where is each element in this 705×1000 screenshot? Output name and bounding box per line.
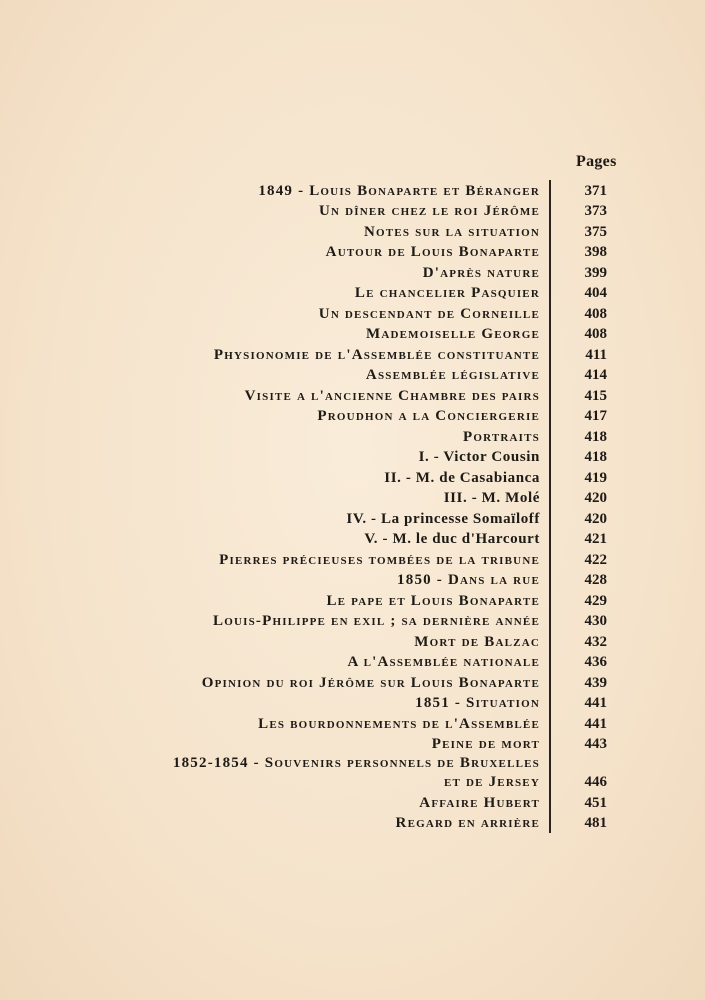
toc-entry bbox=[150, 221, 620, 242]
entry-title: D'après nature bbox=[422, 264, 540, 281]
entry-page: 418 bbox=[584, 428, 607, 445]
entry-title bbox=[150, 754, 549, 792]
entry-title: Affaire Hubert bbox=[419, 794, 540, 811]
entry-page: 373 bbox=[584, 203, 607, 219]
entry-page: 411 bbox=[585, 346, 607, 363]
entry-page: 451 bbox=[584, 794, 607, 811]
entry-title: Louis-Philippe en exil ; sa dernière année bbox=[213, 613, 540, 629]
entry-page: 443 bbox=[584, 736, 607, 752]
toc-entry bbox=[150, 713, 620, 734]
toc-entry bbox=[150, 734, 620, 755]
toc-entry bbox=[150, 813, 620, 834]
toc-entry bbox=[150, 303, 620, 324]
entry-title: Notes sur la situation bbox=[363, 223, 540, 240]
entry-title: Assemblée législative bbox=[365, 367, 540, 383]
entry-title-text: I. - Victor Cousin bbox=[418, 449, 540, 465]
entry-page: 404 bbox=[584, 285, 607, 301]
entry-page: 375 bbox=[584, 223, 607, 240]
toc-entry bbox=[150, 344, 620, 365]
entry-title: Peine de mort bbox=[431, 736, 540, 752]
toc-entry bbox=[150, 447, 620, 468]
entry-title-text: III. - M. Molé bbox=[443, 490, 540, 506]
toc-entry bbox=[150, 529, 620, 550]
toc-entry bbox=[150, 693, 620, 714]
toc-entry bbox=[150, 631, 620, 652]
entry-page: 421 bbox=[584, 531, 607, 547]
entry-title: 1851 - Situation bbox=[415, 695, 540, 711]
entry-title: Visite a l'ancienne Chambre des pairs bbox=[244, 387, 540, 404]
toc-entry bbox=[150, 792, 620, 813]
entry-title-line-1: 1852-1854 - Souvenirs personnels de Bruxelles bbox=[172, 755, 540, 771]
entry-page: 429 bbox=[584, 592, 607, 609]
entry-title bbox=[150, 510, 549, 529]
entry-page: 415 bbox=[584, 387, 607, 404]
entry-title bbox=[150, 469, 549, 488]
entry-title: Pierres précieuses tombées de la tribune bbox=[219, 551, 540, 568]
toc-entry bbox=[150, 242, 620, 263]
entry-title-text: V. - M. le duc d'Harcourt bbox=[364, 531, 540, 547]
toc-entry bbox=[150, 611, 620, 632]
entry-title bbox=[150, 489, 549, 508]
entry-page: 419 bbox=[584, 469, 607, 486]
entry-page: 439 bbox=[584, 674, 607, 691]
entry-page: 414 bbox=[584, 367, 607, 383]
toc-entry bbox=[150, 262, 620, 283]
entry-page: 371 bbox=[584, 182, 607, 199]
toc-entry bbox=[150, 590, 620, 611]
entry-title-text: IV. - La princesse Somaïloff bbox=[346, 510, 540, 527]
table-of-contents bbox=[150, 180, 620, 833]
entry-page: 398 bbox=[584, 244, 607, 260]
entry-title: Autour de Louis Bonaparte bbox=[325, 244, 540, 260]
entry-title: Le pape et Louis Bonaparte bbox=[326, 592, 540, 609]
toc-entry bbox=[150, 754, 620, 792]
toc-entry bbox=[150, 549, 620, 570]
entry-title: Physionomie de l'Assemblée constituante bbox=[213, 346, 540, 363]
entry-title: 1850 - Dans la rue bbox=[397, 572, 540, 588]
entry-page: 436 bbox=[584, 654, 607, 670]
entry-title bbox=[150, 448, 549, 467]
toc-entry bbox=[150, 180, 620, 201]
entry-title: Portraits bbox=[462, 428, 540, 445]
entry-page: 432 bbox=[584, 633, 607, 650]
toc-entry bbox=[150, 467, 620, 488]
entry-title: A l'Assemblée nationale bbox=[347, 654, 540, 670]
entry-page: 399 bbox=[584, 264, 607, 281]
entry-title: Mort de Balzac bbox=[414, 633, 540, 650]
entry-page: 446 bbox=[584, 774, 607, 790]
entry-page: 441 bbox=[584, 715, 607, 732]
entry-page: 420 bbox=[584, 490, 607, 506]
toc-entry bbox=[150, 283, 620, 304]
entry-title: Un dîner chez le roi Jérôme bbox=[318, 203, 540, 219]
entry-title bbox=[150, 530, 549, 549]
pages-column-header: Pages bbox=[576, 153, 617, 170]
toc-entry bbox=[150, 201, 620, 222]
toc-entry bbox=[150, 324, 620, 345]
entry-page: 408 bbox=[584, 305, 607, 322]
toc-entry bbox=[150, 508, 620, 529]
entry-title: Le chancelier Pasquier bbox=[354, 285, 540, 301]
entry-title: Les bourdonnements de l'Assemblée bbox=[258, 715, 540, 732]
entry-page: 418 bbox=[584, 449, 607, 465]
entry-title: 1849 - Louis Bonaparte et Béranger bbox=[258, 182, 540, 199]
entry-page: 408 bbox=[584, 326, 607, 342]
entry-page: 420 bbox=[584, 510, 607, 527]
toc-entry bbox=[150, 365, 620, 386]
entry-title: Proudhon a la Conciergerie bbox=[317, 408, 540, 424]
entry-page: 417 bbox=[584, 408, 607, 424]
entry-page: 441 bbox=[584, 695, 607, 711]
toc-entry bbox=[150, 652, 620, 673]
entry-title: Un descendant de Corneille bbox=[318, 305, 540, 322]
entry-title: Opinion du roi Jérôme sur Louis Bonaparte bbox=[201, 674, 540, 691]
entry-page: 428 bbox=[584, 572, 607, 588]
entry-title: Regard en arrière bbox=[395, 815, 540, 831]
toc-entry bbox=[150, 385, 620, 406]
toc-entry bbox=[150, 426, 620, 447]
entry-page: 481 bbox=[584, 815, 607, 831]
toc-entry bbox=[150, 570, 620, 591]
toc-entry bbox=[150, 406, 620, 427]
entry-page: 422 bbox=[584, 551, 607, 568]
entry-page: 430 bbox=[584, 613, 607, 629]
entry-title-line-2: et de Jersey bbox=[443, 774, 540, 790]
entry-title: Mademoiselle George bbox=[365, 326, 540, 342]
entry-title-text: II. - M. de Casabianca bbox=[384, 469, 540, 486]
toc-entry bbox=[150, 672, 620, 693]
toc-entry bbox=[150, 488, 620, 509]
